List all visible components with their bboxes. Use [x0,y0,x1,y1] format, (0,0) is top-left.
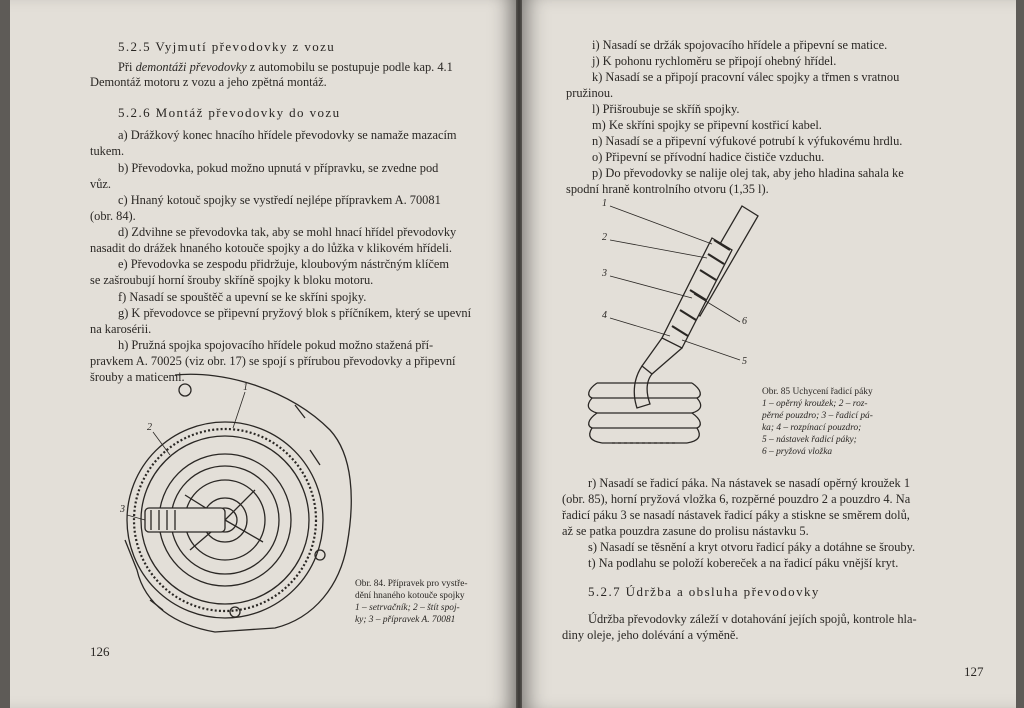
paragraph-line: Údržba převodovky záleží v dotahování jejích spojů, kontrole hla- [588,612,917,626]
paragraph-line: tukem. [90,144,125,158]
paragraph-line: p) Do převodovky se nalije olej tak, aby jeho hladina sahala ke [592,166,904,180]
paragraph-line: n) Nasadí se a připevní výfukové potrubí k výfukovému hrdlu. [592,134,903,148]
figure-label: 3 [602,268,607,279]
figure-85-caption: ka; 4 – rozpínací pouzdro; [762,423,862,433]
figure-label: 1 [243,382,248,393]
figure-label: 2 [147,422,152,433]
figure-85-caption: pěrné pouzdro; 3 – řadicí pá- [762,411,873,421]
figure-label: 1 [602,198,607,209]
section-heading-5-2-7: 5.2.7 Údržba a obsluha převodovky [588,584,820,599]
paragraph-line: f) Nasadí se spouštěč a upevní se ke skříni spojky. [118,290,367,304]
paragraph-line: m) Ke skříni spojky se připevní kostřicí kabel. [592,118,822,132]
figure-85-caption: 1 – opěrný kroužek; 2 – roz- [762,399,868,409]
paragraph-line: b) Převodovka, pokud možno upnutá v přípravku, se zvedne pod [118,161,439,175]
figure-84-caption: 1 – setrvačník; 2 – štít spoj- [355,603,460,613]
paragraph-line: k) Nasadí se a připojí pracovní válec spojky a třmen s vratnou [592,70,900,84]
paragraph-line: l) Přišroubuje se skříň spojky. [592,102,740,116]
paragraph-line: j) K pohonu rychloměru se připojí ohebný hřídel. [592,54,837,68]
paragraph-line: nasadit do drážek hnaného kotouče spojky a do lůžka v klikovém hřídeli. [90,241,452,255]
paragraph-line: až se patka pouzdra zasune do prolisu nástavku 5. [562,524,809,538]
figure-label: 3 [120,504,125,515]
figure-84-caption: dění hnaného kotouče spojky [355,591,465,601]
left-page [10,0,516,708]
figure-label: 6 [742,316,747,327]
paragraph-line: c) Hnaný kotouč spojky se vystředí nejlépe přípravkem A. 70081 [118,193,441,207]
figure-84-caption: ky; 3 – přípravek A. 70081 [355,615,456,625]
paragraph-line: diny oleje, jeho dolévání a výměně. [562,628,739,642]
paragraph-line: e) Převodovka se zespodu přidržuje, kloubovým nástrčným klíčem [118,257,450,271]
paragraph-line: h) Pružná spojka spojovacího hřídele pokud možno stažená pří- [118,338,434,352]
paragraph-line: i) Nasadí se držák spojovacího hřídele a připevní se matice. [592,38,888,52]
paragraph-line: s) Nasadí se těsnění a kryt otvoru řadicí páky a dotáhne se šrouby. [588,540,916,554]
paragraph-line: Demontáž motoru z vozu a jeho zpětná montáž. [90,75,327,89]
paragraph-line: vůz. [90,177,111,191]
figure-label: 4 [602,310,607,321]
section-heading-5-2-5: 5.2.5 Vyjmutí převodovky z vozu [118,39,336,54]
paragraph-line: (obr. 84). [90,209,136,223]
figure-84-clutch-drawing [115,370,355,635]
right-page [522,0,1016,708]
paragraph-line: o) Připevní se přívodní hadice čističe vzduchu. [592,150,825,164]
paragraph-line: řadicí páku 3 se nasadí nástavek řadicí páky a stiskne se směrem dolů, [562,508,910,522]
paragraph-line: pružinou. [566,86,614,100]
paragraph-line: spodní hraně kontrolního otvoru (1,35 l). [566,182,769,196]
paragraph-line: se zašroubují horní šrouby skříně spojky k bloku motoru. [90,273,374,287]
paragraph-line: na karosérii. [90,322,152,336]
paragraph-line: d) Zdvihne se převodovka tak, aby se mohl hnací hřídel převodovky [118,225,457,239]
figure-84-caption: Obr. 84. Přípravek pro vystře- [355,579,468,589]
paragraph-line: t) Na podlahu se položí kobereček a na řadicí páku vnější kryt. [588,556,899,570]
paragraph-line: g) K převodovce se připevní pryžový blok s příčníkem, který se upevní [118,306,472,320]
figure-85-caption: Obr. 85 Uchycení řadicí páky [762,387,873,397]
figure-label: 2 [602,232,607,243]
section-heading-5-2-6: 5.2.6 Montáž převodovky do vozu [118,105,341,120]
figure-label: 5 [742,356,747,367]
paragraph-line: r) Nasadí se řadicí páka. Na nástavek se nasadí opěrný kroužek 1 [588,476,911,490]
figure-85-caption: 5 – nástavek řadicí páky; [762,435,857,445]
paragraph-line: pravkem A. 70025 (viz obr. 17) se spojí s přírubou převodovky a připevní [90,354,456,368]
paragraph-line: a) Drážkový konec hnacího hřídele převodovky se namaže mazacím [118,128,457,142]
figure-85-caption: 6 – pryžová vložka [762,447,833,457]
paragraph-line: (obr. 85), horní pryžová vložka 6, rozpěrné pouzdro 2 a pouzdro 4. Na [562,492,911,506]
paragraph-line: Při demontáži převodovky z automobilu se postupuje podle kap. 4.1 [118,60,453,74]
page-number: 126 [90,644,110,659]
page-number: 127 [964,664,984,679]
paragraph-line: šrouby a maticemi. [90,370,185,384]
